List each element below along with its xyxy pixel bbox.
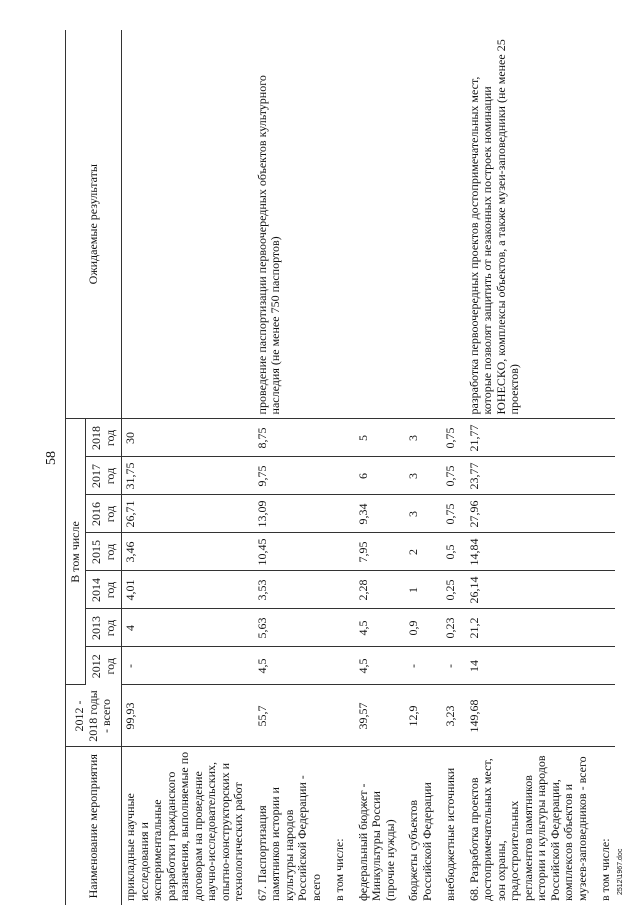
header-year: 2018 год	[86, 419, 122, 457]
header-year: 2017 год	[86, 457, 122, 495]
header-including: В том числе	[66, 419, 86, 685]
table-row	[460, 30, 592, 905]
row-year-cell: 21,2	[460, 609, 592, 647]
row-total-cell: 12,9	[399, 685, 436, 747]
row-year-cell: 0,9	[399, 609, 436, 647]
row-year-cell	[591, 533, 615, 571]
events-table	[65, 30, 615, 905]
table-row	[349, 30, 400, 905]
row-result-cell: разработка первоочередных проектов достопримечательных мест, которые позволят защитить от незаконных построек номинации ЮНЕСКО, комплексы объектов, а также музеи-заповедники (не менее 25 проектов)	[460, 30, 592, 419]
row-year-cell: 4	[122, 609, 248, 647]
row-year-cell: 4,01	[122, 571, 248, 609]
row-year-cell	[591, 419, 615, 457]
header-name: Наименование мероприятия	[66, 747, 122, 905]
row-name-cell: федеральный бюджет - Минкультуры России (прочие нужды)	[355, 783, 397, 901]
row-year-cell: 3	[399, 457, 436, 495]
row-year-cell	[591, 609, 615, 647]
row-year-cell	[591, 457, 615, 495]
row-name-cell: 67. Паспортизация памятников истории и культуры народов Российской Федерации - всего	[254, 775, 323, 901]
table-row	[248, 30, 326, 905]
table-row	[122, 30, 248, 905]
row-year-cell: 9,34	[349, 495, 400, 533]
row-year-cell: 4,5	[349, 609, 400, 647]
row-year-cell: 9,75	[248, 457, 326, 495]
row-year-cell: 6	[349, 457, 400, 495]
row-year-cell: 14,84	[460, 533, 592, 571]
row-year-cell: 1	[399, 571, 436, 609]
table-row	[399, 30, 436, 905]
row-year-cell: 3,53	[248, 571, 326, 609]
header-year: 2013 год	[86, 609, 122, 647]
row-year-cell: 7,95	[349, 533, 400, 571]
row-result-cell	[591, 30, 615, 419]
row-name-cell: внебюджетные источники	[443, 767, 457, 901]
row-year-cell: 3	[399, 495, 436, 533]
row-total-cell: 39,57	[349, 685, 400, 747]
header-year: 2012 год	[86, 647, 122, 685]
row-result-cell	[436, 30, 460, 419]
row-year-cell: 13,09	[248, 495, 326, 533]
row-year-cell: 10,45	[248, 533, 326, 571]
row-year-cell: 4,5	[248, 647, 326, 685]
row-year-cell: 27,96	[460, 495, 592, 533]
row-total-cell: 99,93	[122, 685, 248, 747]
row-year-cell: 0,25	[436, 571, 460, 609]
header-year: 2015 год	[86, 533, 122, 571]
rotated-table-frame	[65, 30, 625, 905]
row-total-cell	[325, 685, 349, 747]
row-total-cell	[591, 685, 615, 747]
row-year-cell: 21,77	[460, 419, 592, 457]
row-year-cell: -	[122, 647, 248, 685]
row-year-cell: 3,46	[122, 533, 248, 571]
row-year-cell	[591, 647, 615, 685]
row-year-cell: 30	[122, 419, 248, 457]
row-result-cell	[399, 30, 436, 419]
document-code: 2512\1967.doc	[617, 848, 624, 895]
row-year-cell: 26,71	[122, 495, 248, 533]
row-year-cell: 23,77	[460, 457, 592, 495]
row-total-cell: 149,68	[460, 685, 592, 747]
table-body	[122, 30, 615, 905]
row-name-cell: прикладные научные исследования и экспериментальные разработки гражданского назначения, выполняемые по договорам на проведение научно-исследовательских, опытно-конструкторских и технологических работ	[123, 751, 245, 901]
table-row	[325, 30, 349, 905]
row-year-cell: 0,75	[436, 495, 460, 533]
row-year-cell: 5	[349, 419, 400, 457]
row-year-cell: 26,14	[460, 571, 592, 609]
row-year-cell	[325, 571, 349, 609]
row-year-cell	[325, 647, 349, 685]
header-total: 2012 - 2018 годы - всего	[66, 685, 122, 747]
row-year-cell: 3	[399, 419, 436, 457]
row-result-cell: проведение паспортизации первоочередных объектов культурного наследия (не менее 750 паспортов)	[248, 30, 326, 419]
row-year-cell	[325, 609, 349, 647]
row-name-cell: в том числе:	[332, 838, 346, 901]
header-year: 2016 год	[86, 495, 122, 533]
table-row	[436, 30, 460, 905]
row-year-cell: 14	[460, 647, 592, 685]
page-number: 58	[44, 451, 59, 465]
row-year-cell: -	[399, 647, 436, 685]
row-year-cell: 4,5	[349, 647, 400, 685]
row-year-cell: -	[436, 647, 460, 685]
row-year-cell: 5,63	[248, 609, 326, 647]
row-result-cell	[122, 30, 248, 419]
row-name-cell: бюджеты субъектов Российской Федерации	[406, 782, 434, 901]
row-year-cell	[325, 495, 349, 533]
row-result-cell	[349, 30, 400, 419]
table-row	[591, 30, 615, 905]
row-total-cell: 55,7	[248, 685, 326, 747]
header-year: 2014 год	[86, 571, 122, 609]
header-results: Ожидаемые результаты	[66, 30, 122, 419]
row-year-cell	[325, 533, 349, 571]
row-year-cell	[325, 419, 349, 457]
row-year-cell: 2,28	[349, 571, 400, 609]
row-year-cell: 0,23	[436, 609, 460, 647]
row-year-cell: 2	[399, 533, 436, 571]
row-name-cell: в том числе:	[598, 838, 612, 901]
row-year-cell	[325, 457, 349, 495]
row-year-cell	[591, 571, 615, 609]
row-result-cell	[325, 30, 349, 419]
row-year-cell: 8,75	[248, 419, 326, 457]
row-year-cell: 0,75	[436, 419, 460, 457]
row-name-cell: 68. Разработка проектов достопримечательных мест, зон охраны, градостроительных регламентов памятников истории и культуры народов Российской Федерации, комплексов объектов и музеев-заповедников - всего	[466, 755, 589, 901]
row-total-cell: 3,23	[436, 685, 460, 747]
row-year-cell	[591, 495, 615, 533]
row-year-cell: 0,75	[436, 457, 460, 495]
row-year-cell: 0,5	[436, 533, 460, 571]
row-year-cell: 31,75	[122, 457, 248, 495]
